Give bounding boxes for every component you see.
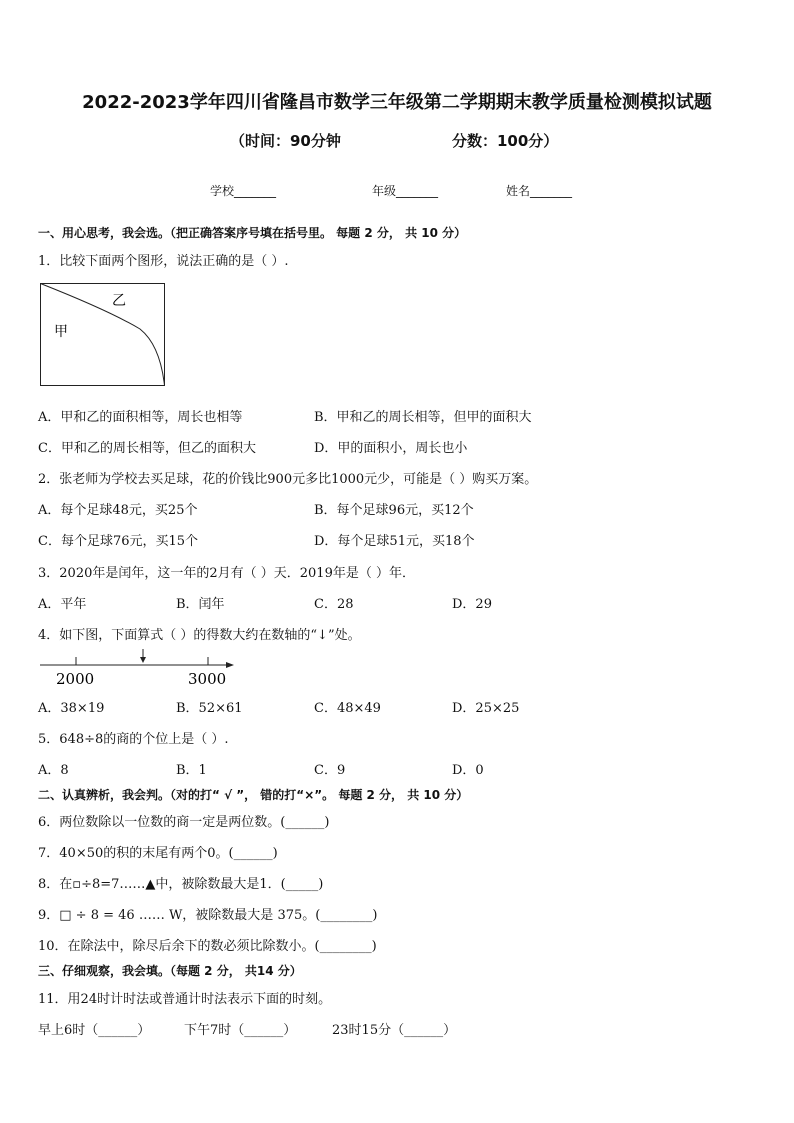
question-7: 7．40×50的积的末尾有两个0。(______) bbox=[38, 846, 278, 861]
q4-option-a: A．38×19 bbox=[38, 701, 105, 716]
question-5: 5．648÷8的商的个位上是（ ）. bbox=[38, 732, 229, 747]
q11-item-1: 早上6时（______） bbox=[38, 1023, 151, 1038]
down-arrow-icon bbox=[140, 657, 146, 663]
q5-option-c: C．9 bbox=[314, 763, 346, 778]
q11-item-2: 下午7时（______） bbox=[184, 1023, 297, 1038]
axis-arrow-icon bbox=[226, 662, 234, 668]
question-3: 3．2020年是闰年，这一年的2月有（ ）天．2019年是（ ）年． bbox=[38, 566, 415, 581]
number-line-figure bbox=[38, 646, 238, 692]
area-comparison-figure bbox=[40, 283, 168, 389]
section-1-title: 一、用心思考，我会选。（把正确答案序号填在括号里。 每题 2 分， 共 10 分） bbox=[38, 226, 467, 240]
name-field: 姓名_______ bbox=[506, 184, 573, 198]
question-4: 4．如下图，下面算式（ ）的得数大约在数轴的“↓”处。 bbox=[38, 628, 361, 643]
q5-option-b: B．1 bbox=[176, 763, 207, 778]
question-6: 6．两位数除以一位数的商一定是两位数。(______) bbox=[38, 815, 330, 830]
section-3-title: 三、仔细观察，我会填。（每题 2 分， 共14 分） bbox=[38, 964, 302, 978]
q2-option-a: A．每个足球48元，买25个 bbox=[38, 503, 198, 518]
q4-option-d: D．25×25 bbox=[452, 701, 520, 716]
q2-option-b: B．每个足球96元，买12个 bbox=[314, 503, 474, 518]
exam-score: 分数：100分） bbox=[452, 132, 559, 150]
question-11: 11．用24时计时法或普通计时法表示下面的时刻。 bbox=[38, 992, 332, 1007]
q5-option-d: D．0 bbox=[452, 763, 484, 778]
q3-option-a: A．平年 bbox=[38, 597, 87, 612]
q4-option-c: C．48×49 bbox=[314, 701, 381, 716]
q3-option-d: D．29 bbox=[452, 597, 492, 612]
figure-label-b: 乙 bbox=[112, 293, 126, 309]
question-1: 1．比较下面两个图形，说法正确的是（ ）. bbox=[38, 254, 289, 269]
question-10: 10．在除法中，除尽后余下的数必须比除数小。(________) bbox=[38, 939, 377, 954]
q4-option-b: B．52×61 bbox=[176, 701, 243, 716]
q1-option-d: D．甲的面积小，周长也小 bbox=[314, 441, 468, 456]
q1-option-a: A．甲和乙的面积相等，周长也相等 bbox=[38, 410, 243, 425]
question-2: 2．张老师为学校去买足球，花的价钱比900元多比1000元少，可能是（ ）购买万案。 bbox=[38, 472, 538, 487]
exam-time: （时间：90分钟 bbox=[230, 132, 341, 150]
section-2-title: 二、认真辨析，我会判。（对的打“ √ ”， 错的打“×”。 每题 2 分， 共 10 分） bbox=[38, 788, 469, 802]
exam-title: 2022-2023学年四川省隆昌市数学三年级第二学期期末教学质量检测模拟试题 bbox=[82, 92, 712, 113]
q2-option-c: C．每个足球76元，买15个 bbox=[38, 534, 199, 549]
grade-field: 年级_______ bbox=[372, 184, 439, 198]
school-field: 学校_______ bbox=[210, 184, 277, 198]
axis-label-left: 2000 bbox=[56, 670, 95, 688]
q11-item-3: 23时15分（______） bbox=[332, 1023, 457, 1038]
q2-option-d: D．每个足球51元，买18个 bbox=[314, 534, 475, 549]
axis-label-right: 3000 bbox=[188, 670, 227, 688]
q1-option-b: B．甲和乙的周长相等，但甲的面积大 bbox=[314, 410, 532, 425]
q3-option-c: C．28 bbox=[314, 597, 354, 612]
figure-label-a: 甲 bbox=[54, 324, 68, 340]
question-8: 8．在▫÷8=7……▲中，被除数最大是1．(_____) bbox=[38, 877, 324, 892]
question-9: 9．□ ÷ 8 = 46 …… W，被除数最大是 375。(________) bbox=[38, 908, 378, 923]
q5-option-a: A．8 bbox=[38, 763, 69, 778]
q1-option-c: C．甲和乙的周长相等，但乙的面积大 bbox=[38, 441, 256, 456]
q3-option-b: B．闰年 bbox=[176, 597, 225, 612]
